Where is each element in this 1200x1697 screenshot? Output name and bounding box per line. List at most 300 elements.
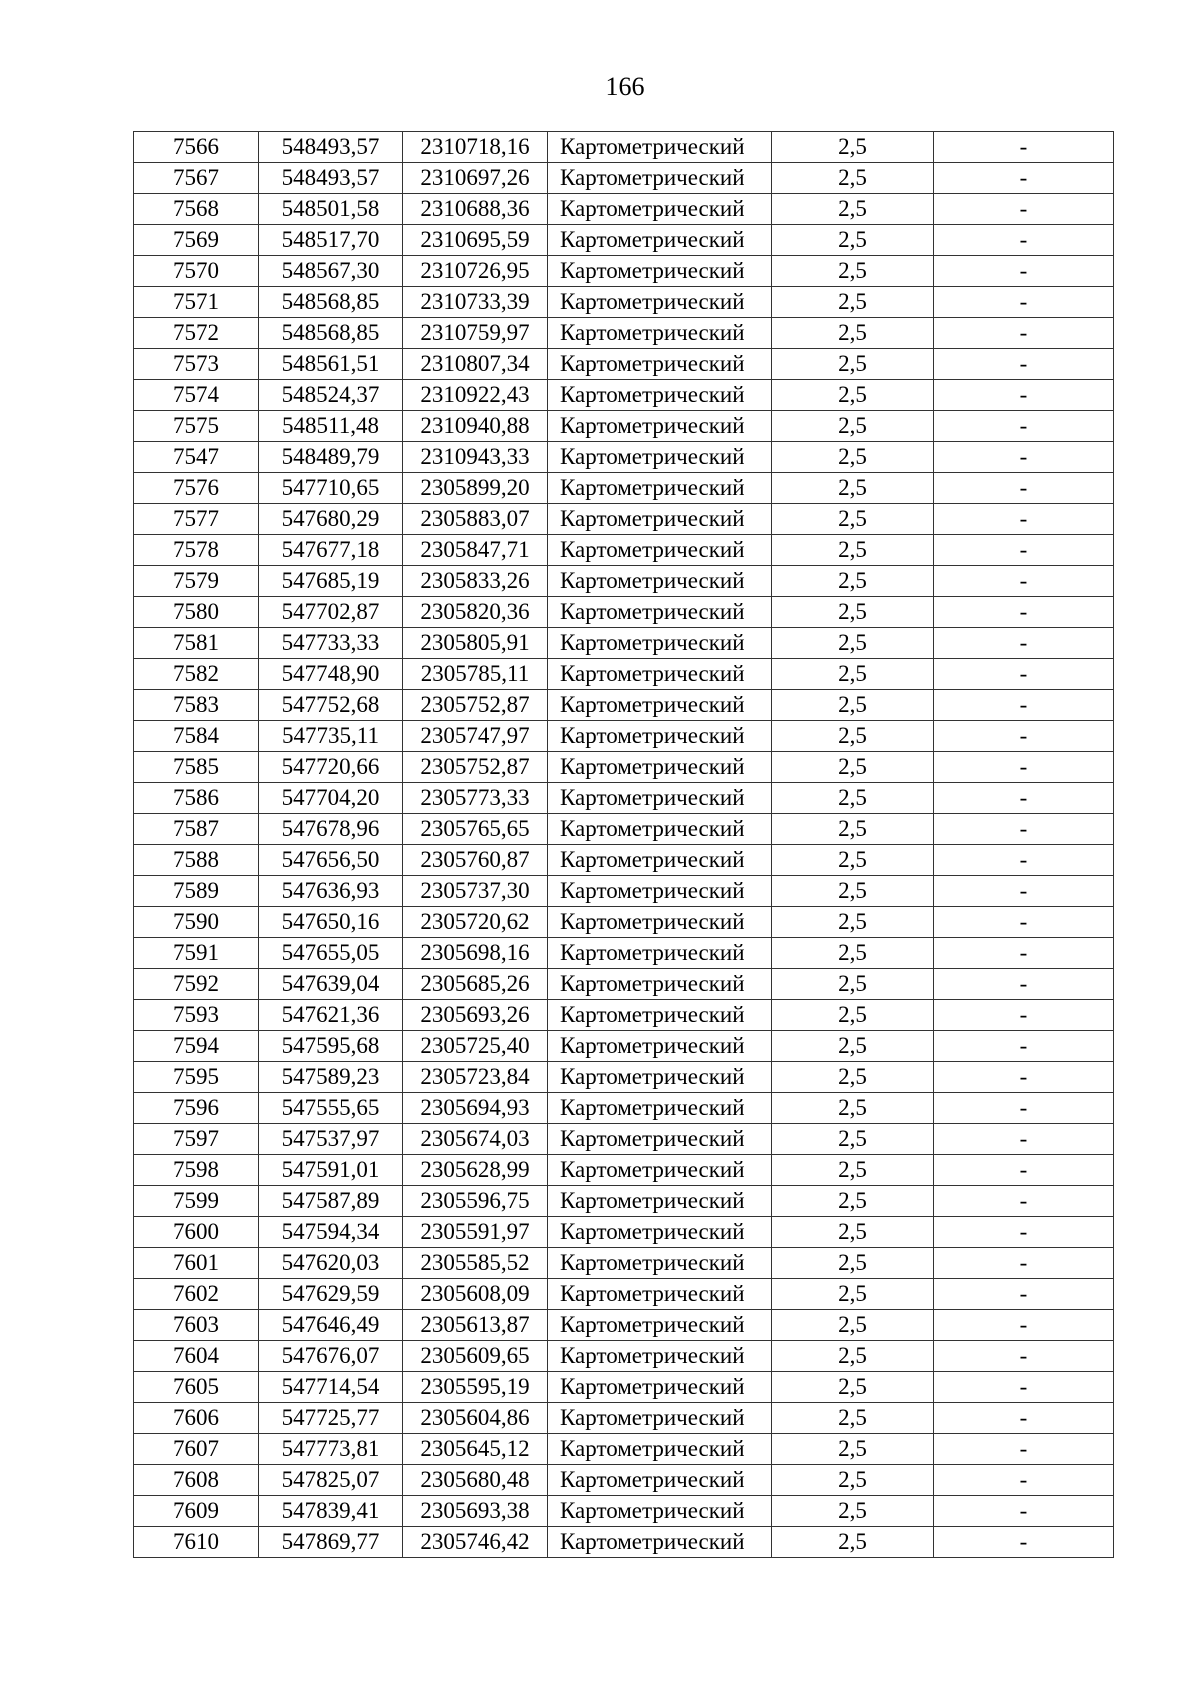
x-coordinate-cell: 547720,66	[259, 752, 403, 783]
x-coordinate-cell: 547537,97	[259, 1124, 403, 1155]
x-coordinate-cell: 547646,49	[259, 1310, 403, 1341]
table-row	[134, 1310, 1114, 1341]
table-row	[134, 411, 1114, 442]
x-coordinate-cell: 547587,89	[259, 1186, 403, 1217]
coordinates-table	[133, 131, 1114, 1558]
accuracy-cell: 2,5	[772, 628, 934, 659]
y-coordinate-cell: 2305883,07	[403, 504, 548, 535]
method-cell: Картометрический	[548, 659, 772, 690]
x-coordinate-cell: 547839,41	[259, 1496, 403, 1527]
note-cell: -	[934, 411, 1114, 442]
method-cell: Картометрический	[548, 1527, 772, 1558]
y-coordinate-cell: 2305820,36	[403, 597, 548, 628]
method-cell: Картометрический	[548, 1000, 772, 1031]
table-row	[134, 628, 1114, 659]
y-coordinate-cell: 2310718,16	[403, 132, 548, 163]
point-number-cell: 7609	[134, 1496, 259, 1527]
x-coordinate-cell: 548561,51	[259, 349, 403, 380]
note-cell: -	[934, 225, 1114, 256]
table-row	[134, 225, 1114, 256]
note-cell: -	[934, 1155, 1114, 1186]
table-row	[134, 349, 1114, 380]
point-number-cell: 7547	[134, 442, 259, 473]
table-row	[134, 566, 1114, 597]
method-cell: Картометрический	[548, 535, 772, 566]
point-number-cell: 7591	[134, 938, 259, 969]
point-number-cell: 7600	[134, 1217, 259, 1248]
point-number-cell: 7571	[134, 287, 259, 318]
y-coordinate-cell: 2305847,71	[403, 535, 548, 566]
note-cell: -	[934, 1403, 1114, 1434]
table-row	[134, 287, 1114, 318]
note-cell: -	[934, 783, 1114, 814]
accuracy-cell: 2,5	[772, 938, 934, 969]
y-coordinate-cell: 2305737,30	[403, 876, 548, 907]
table-row	[134, 194, 1114, 225]
method-cell: Картометрический	[548, 938, 772, 969]
table-row	[134, 1000, 1114, 1031]
method-cell: Картометрический	[548, 256, 772, 287]
method-cell: Картометрический	[548, 1124, 772, 1155]
point-number-cell: 7572	[134, 318, 259, 349]
accuracy-cell: 2,5	[772, 814, 934, 845]
method-cell: Картометрический	[548, 907, 772, 938]
method-cell: Картометрический	[548, 318, 772, 349]
note-cell: -	[934, 1248, 1114, 1279]
x-coordinate-cell: 548501,58	[259, 194, 403, 225]
y-coordinate-cell: 2310733,39	[403, 287, 548, 318]
page-number: 166	[605, 72, 645, 101]
accuracy-cell: 2,5	[772, 535, 934, 566]
point-number-cell: 7567	[134, 163, 259, 194]
accuracy-cell: 2,5	[772, 907, 934, 938]
note-cell: -	[934, 752, 1114, 783]
x-coordinate-cell: 547589,23	[259, 1062, 403, 1093]
x-coordinate-cell: 547620,03	[259, 1248, 403, 1279]
x-coordinate-cell: 547725,77	[259, 1403, 403, 1434]
y-coordinate-cell: 2305698,16	[403, 938, 548, 969]
point-number-cell: 7595	[134, 1062, 259, 1093]
method-cell: Картометрический	[548, 721, 772, 752]
point-number-cell: 7578	[134, 535, 259, 566]
y-coordinate-cell: 2305608,09	[403, 1279, 548, 1310]
point-number-cell: 7566	[134, 132, 259, 163]
table-row	[134, 1403, 1114, 1434]
point-number-cell: 7580	[134, 597, 259, 628]
note-cell: -	[934, 194, 1114, 225]
x-coordinate-cell: 547650,16	[259, 907, 403, 938]
accuracy-cell: 2,5	[772, 597, 934, 628]
accuracy-cell: 2,5	[772, 349, 934, 380]
y-coordinate-cell: 2305645,12	[403, 1434, 548, 1465]
table-row	[134, 1465, 1114, 1496]
method-cell: Картометрический	[548, 628, 772, 659]
accuracy-cell: 2,5	[772, 783, 934, 814]
accuracy-cell: 2,5	[772, 411, 934, 442]
method-cell: Картометрический	[548, 597, 772, 628]
method-cell: Картометрический	[548, 845, 772, 876]
table-row	[134, 659, 1114, 690]
note-cell: -	[934, 907, 1114, 938]
note-cell: -	[934, 1341, 1114, 1372]
x-coordinate-cell: 547591,01	[259, 1155, 403, 1186]
table-row	[134, 1093, 1114, 1124]
note-cell: -	[934, 814, 1114, 845]
table-row	[134, 1279, 1114, 1310]
table-row	[134, 721, 1114, 752]
accuracy-cell: 2,5	[772, 690, 934, 721]
point-number-cell: 7574	[134, 380, 259, 411]
x-coordinate-cell: 547639,04	[259, 969, 403, 1000]
x-coordinate-cell: 547752,68	[259, 690, 403, 721]
x-coordinate-cell: 547735,11	[259, 721, 403, 752]
accuracy-cell: 2,5	[772, 1434, 934, 1465]
point-number-cell: 7610	[134, 1527, 259, 1558]
accuracy-cell: 2,5	[772, 163, 934, 194]
accuracy-cell: 2,5	[772, 287, 934, 318]
table-row	[134, 380, 1114, 411]
method-cell: Картометрический	[548, 349, 772, 380]
method-cell: Картометрический	[548, 969, 772, 1000]
note-cell: -	[934, 1062, 1114, 1093]
note-cell: -	[934, 969, 1114, 1000]
point-number-cell: 7603	[134, 1310, 259, 1341]
note-cell: -	[934, 1124, 1114, 1155]
point-number-cell: 7586	[134, 783, 259, 814]
y-coordinate-cell: 2305693,26	[403, 1000, 548, 1031]
y-coordinate-cell: 2305725,40	[403, 1031, 548, 1062]
y-coordinate-cell: 2305723,84	[403, 1062, 548, 1093]
note-cell: -	[934, 1000, 1114, 1031]
y-coordinate-cell: 2305628,99	[403, 1155, 548, 1186]
table-row	[134, 256, 1114, 287]
x-coordinate-cell: 547748,90	[259, 659, 403, 690]
accuracy-cell: 2,5	[772, 1186, 934, 1217]
x-coordinate-cell: 548568,85	[259, 318, 403, 349]
note-cell: -	[934, 1279, 1114, 1310]
accuracy-cell: 2,5	[772, 1124, 934, 1155]
table-row	[134, 690, 1114, 721]
note-cell: -	[934, 535, 1114, 566]
x-coordinate-cell: 547594,34	[259, 1217, 403, 1248]
accuracy-cell: 2,5	[772, 566, 934, 597]
note-cell: -	[934, 845, 1114, 876]
y-coordinate-cell: 2305752,87	[403, 752, 548, 783]
method-cell: Картометрический	[548, 876, 772, 907]
x-coordinate-cell: 547555,65	[259, 1093, 403, 1124]
x-coordinate-cell: 547655,05	[259, 938, 403, 969]
note-cell: -	[934, 1310, 1114, 1341]
x-coordinate-cell: 547710,65	[259, 473, 403, 504]
point-number-cell: 7604	[134, 1341, 259, 1372]
x-coordinate-cell: 547704,20	[259, 783, 403, 814]
method-cell: Картометрический	[548, 1186, 772, 1217]
table-row	[134, 473, 1114, 504]
accuracy-cell: 2,5	[772, 132, 934, 163]
point-number-cell: 7585	[134, 752, 259, 783]
y-coordinate-cell: 2310697,26	[403, 163, 548, 194]
accuracy-cell: 2,5	[772, 1403, 934, 1434]
x-coordinate-cell: 548524,37	[259, 380, 403, 411]
method-cell: Картометрический	[548, 1341, 772, 1372]
note-cell: -	[934, 163, 1114, 194]
point-number-cell: 7605	[134, 1372, 259, 1403]
method-cell: Картометрический	[548, 194, 772, 225]
table-row	[134, 318, 1114, 349]
method-cell: Картометрический	[548, 1434, 772, 1465]
note-cell: -	[934, 1217, 1114, 1248]
note-cell: -	[934, 566, 1114, 597]
point-number-cell: 7596	[134, 1093, 259, 1124]
note-cell: -	[934, 1434, 1114, 1465]
table-row	[134, 442, 1114, 473]
point-number-cell: 7581	[134, 628, 259, 659]
method-cell: Картометрический	[548, 163, 772, 194]
note-cell: -	[934, 349, 1114, 380]
y-coordinate-cell: 2310922,43	[403, 380, 548, 411]
table-row	[134, 1031, 1114, 1062]
x-coordinate-cell: 547678,96	[259, 814, 403, 845]
x-coordinate-cell: 547714,54	[259, 1372, 403, 1403]
note-cell: -	[934, 132, 1114, 163]
x-coordinate-cell: 548568,85	[259, 287, 403, 318]
x-coordinate-cell: 547825,07	[259, 1465, 403, 1496]
accuracy-cell: 2,5	[772, 1310, 934, 1341]
x-coordinate-cell: 548493,57	[259, 163, 403, 194]
x-coordinate-cell: 548489,79	[259, 442, 403, 473]
table-row	[134, 1341, 1114, 1372]
point-number-cell: 7577	[134, 504, 259, 535]
method-cell: Картометрический	[548, 1062, 772, 1093]
point-number-cell: 7579	[134, 566, 259, 597]
method-cell: Картометрический	[548, 1465, 772, 1496]
y-coordinate-cell: 2305760,87	[403, 845, 548, 876]
method-cell: Картометрический	[548, 566, 772, 597]
x-coordinate-cell: 547869,77	[259, 1527, 403, 1558]
y-coordinate-cell: 2305773,33	[403, 783, 548, 814]
y-coordinate-cell: 2310807,34	[403, 349, 548, 380]
note-cell: -	[934, 1031, 1114, 1062]
point-number-cell: 7588	[134, 845, 259, 876]
x-coordinate-cell: 547629,59	[259, 1279, 403, 1310]
y-coordinate-cell: 2310688,36	[403, 194, 548, 225]
x-coordinate-cell: 547621,36	[259, 1000, 403, 1031]
table-row	[134, 1496, 1114, 1527]
note-cell: -	[934, 721, 1114, 752]
method-cell: Картометрический	[548, 504, 772, 535]
y-coordinate-cell: 2310726,95	[403, 256, 548, 287]
table-row	[134, 969, 1114, 1000]
table-row	[134, 845, 1114, 876]
note-cell: -	[934, 442, 1114, 473]
y-coordinate-cell: 2310940,88	[403, 411, 548, 442]
method-cell: Картометрический	[548, 411, 772, 442]
x-coordinate-cell: 547685,19	[259, 566, 403, 597]
accuracy-cell: 2,5	[772, 969, 934, 1000]
x-coordinate-cell: 547676,07	[259, 1341, 403, 1372]
y-coordinate-cell: 2305899,20	[403, 473, 548, 504]
y-coordinate-cell: 2305752,87	[403, 690, 548, 721]
table-row	[134, 1434, 1114, 1465]
note-cell: -	[934, 1093, 1114, 1124]
accuracy-cell: 2,5	[772, 721, 934, 752]
point-number-cell: 7597	[134, 1124, 259, 1155]
accuracy-cell: 2,5	[772, 845, 934, 876]
y-coordinate-cell: 2305694,93	[403, 1093, 548, 1124]
table-row	[134, 1248, 1114, 1279]
point-number-cell: 7594	[134, 1031, 259, 1062]
x-coordinate-cell: 547656,50	[259, 845, 403, 876]
method-cell: Картометрический	[548, 1496, 772, 1527]
accuracy-cell: 2,5	[772, 256, 934, 287]
y-coordinate-cell: 2305785,11	[403, 659, 548, 690]
table-row	[134, 504, 1114, 535]
note-cell: -	[934, 380, 1114, 411]
accuracy-cell: 2,5	[772, 1248, 934, 1279]
table-row	[134, 597, 1114, 628]
accuracy-cell: 2,5	[772, 1372, 934, 1403]
y-coordinate-cell: 2305585,52	[403, 1248, 548, 1279]
x-coordinate-cell: 548567,30	[259, 256, 403, 287]
x-coordinate-cell: 547733,33	[259, 628, 403, 659]
point-number-cell: 7587	[134, 814, 259, 845]
accuracy-cell: 2,5	[772, 1341, 934, 1372]
accuracy-cell: 2,5	[772, 194, 934, 225]
accuracy-cell: 2,5	[772, 1000, 934, 1031]
table-row	[134, 1062, 1114, 1093]
accuracy-cell: 2,5	[772, 1031, 934, 1062]
point-number-cell: 7592	[134, 969, 259, 1000]
method-cell: Картометрический	[548, 287, 772, 318]
point-number-cell: 7608	[134, 1465, 259, 1496]
method-cell: Картометрический	[548, 1155, 772, 1186]
y-coordinate-cell: 2305720,62	[403, 907, 548, 938]
y-coordinate-cell: 2305609,65	[403, 1341, 548, 1372]
point-number-cell: 7570	[134, 256, 259, 287]
note-cell: -	[934, 690, 1114, 721]
method-cell: Картометрический	[548, 1403, 772, 1434]
point-number-cell: 7573	[134, 349, 259, 380]
accuracy-cell: 2,5	[772, 1093, 934, 1124]
note-cell: -	[934, 1372, 1114, 1403]
y-coordinate-cell: 2305595,19	[403, 1372, 548, 1403]
x-coordinate-cell: 547680,29	[259, 504, 403, 535]
point-number-cell: 7582	[134, 659, 259, 690]
point-number-cell: 7568	[134, 194, 259, 225]
table-row	[134, 1124, 1114, 1155]
point-number-cell: 7607	[134, 1434, 259, 1465]
x-coordinate-cell: 547595,68	[259, 1031, 403, 1062]
table-row	[134, 876, 1114, 907]
point-number-cell: 7576	[134, 473, 259, 504]
method-cell: Картометрический	[548, 752, 772, 783]
note-cell: -	[934, 1496, 1114, 1527]
method-cell: Картометрический	[548, 1310, 772, 1341]
y-coordinate-cell: 2305833,26	[403, 566, 548, 597]
point-number-cell: 7606	[134, 1403, 259, 1434]
y-coordinate-cell: 2305805,91	[403, 628, 548, 659]
y-coordinate-cell: 2305680,48	[403, 1465, 548, 1496]
method-cell: Картометрический	[548, 442, 772, 473]
note-cell: -	[934, 504, 1114, 535]
table-row	[134, 814, 1114, 845]
table-row	[134, 1155, 1114, 1186]
method-cell: Картометрический	[548, 473, 772, 504]
point-number-cell: 7598	[134, 1155, 259, 1186]
x-coordinate-cell: 548511,48	[259, 411, 403, 442]
table-row	[134, 752, 1114, 783]
accuracy-cell: 2,5	[772, 442, 934, 473]
y-coordinate-cell: 2305693,38	[403, 1496, 548, 1527]
table-body	[134, 132, 1114, 1558]
accuracy-cell: 2,5	[772, 1465, 934, 1496]
y-coordinate-cell: 2310695,59	[403, 225, 548, 256]
point-number-cell: 7584	[134, 721, 259, 752]
point-number-cell: 7583	[134, 690, 259, 721]
table-row	[134, 938, 1114, 969]
method-cell: Картометрический	[548, 814, 772, 845]
accuracy-cell: 2,5	[772, 473, 934, 504]
y-coordinate-cell: 2305765,65	[403, 814, 548, 845]
y-coordinate-cell: 2305685,26	[403, 969, 548, 1000]
y-coordinate-cell: 2305746,42	[403, 1527, 548, 1558]
point-number-cell: 7601	[134, 1248, 259, 1279]
accuracy-cell: 2,5	[772, 380, 934, 411]
y-coordinate-cell: 2305747,97	[403, 721, 548, 752]
note-cell: -	[934, 938, 1114, 969]
x-coordinate-cell: 547702,87	[259, 597, 403, 628]
table-row	[134, 535, 1114, 566]
y-coordinate-cell: 2305596,75	[403, 1186, 548, 1217]
method-cell: Картометрический	[548, 1279, 772, 1310]
point-number-cell: 7575	[134, 411, 259, 442]
accuracy-cell: 2,5	[772, 504, 934, 535]
method-cell: Картометрический	[548, 132, 772, 163]
note-cell: -	[934, 659, 1114, 690]
note-cell: -	[934, 256, 1114, 287]
accuracy-cell: 2,5	[772, 1217, 934, 1248]
table-row	[134, 1527, 1114, 1558]
note-cell: -	[934, 597, 1114, 628]
method-cell: Картометрический	[548, 380, 772, 411]
method-cell: Картометрический	[548, 1248, 772, 1279]
note-cell: -	[934, 287, 1114, 318]
x-coordinate-cell: 548517,70	[259, 225, 403, 256]
point-number-cell: 7593	[134, 1000, 259, 1031]
table-row	[134, 1186, 1114, 1217]
x-coordinate-cell: 547677,18	[259, 535, 403, 566]
x-coordinate-cell: 548493,57	[259, 132, 403, 163]
method-cell: Картометрический	[548, 225, 772, 256]
point-number-cell: 7602	[134, 1279, 259, 1310]
table-row	[134, 163, 1114, 194]
accuracy-cell: 2,5	[772, 225, 934, 256]
method-cell: Картометрический	[548, 1372, 772, 1403]
note-cell: -	[934, 1465, 1114, 1496]
table-row	[134, 132, 1114, 163]
method-cell: Картометрический	[548, 690, 772, 721]
accuracy-cell: 2,5	[772, 876, 934, 907]
accuracy-cell: 2,5	[772, 1155, 934, 1186]
accuracy-cell: 2,5	[772, 1496, 934, 1527]
table-row	[134, 907, 1114, 938]
method-cell: Картометрический	[548, 1217, 772, 1248]
x-coordinate-cell: 547636,93	[259, 876, 403, 907]
x-coordinate-cell: 547773,81	[259, 1434, 403, 1465]
table-row	[134, 783, 1114, 814]
y-coordinate-cell: 2305613,87	[403, 1310, 548, 1341]
method-cell: Картометрический	[548, 1093, 772, 1124]
